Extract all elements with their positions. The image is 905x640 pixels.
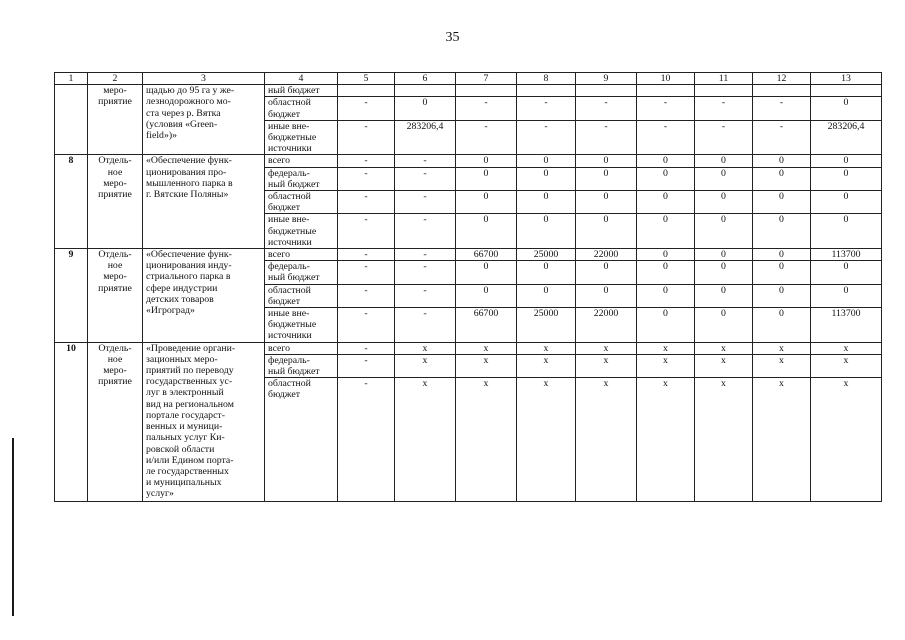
funding-value: 0 [695, 191, 753, 214]
funding-value: 0 [517, 155, 576, 167]
funding-value: - [338, 191, 395, 214]
funding-value: х [637, 342, 695, 354]
table-row [55, 249, 882, 261]
funding-source: федераль- ный бюджет [265, 167, 338, 190]
measure-name: щадью до 95 га у же- лезнодорожного мо- ста через р. Вятка (условия «Green- field»)» [143, 85, 265, 155]
funding-value: 0 [517, 191, 576, 214]
column-header: 11 [695, 73, 753, 85]
funding-source: областной бюджет [265, 378, 338, 502]
funding-value: 0 [753, 284, 811, 307]
funding-value: 22000 [576, 308, 637, 343]
funding-source: федераль- ный бюджет [265, 354, 338, 377]
funding-value: - [695, 120, 753, 155]
funding-value: х [753, 342, 811, 354]
funding-value: 0 [811, 261, 882, 284]
funding-value: 0 [576, 214, 637, 249]
funding-source: областной бюджет [265, 191, 338, 214]
funding-value: 0 [456, 155, 517, 167]
funding-value: 0 [517, 167, 576, 190]
funding-value: х [576, 354, 637, 377]
funding-value: 0 [637, 284, 695, 307]
funding-value [338, 85, 395, 97]
funding-source: федераль- ный бюджет [265, 261, 338, 284]
funding-value: - [338, 249, 395, 261]
funding-value: 0 [753, 308, 811, 343]
measure-type: Отдель- ное меро- приятие [88, 249, 143, 343]
funding-value: 0 [695, 155, 753, 167]
column-header: 3 [143, 73, 265, 85]
funding-value: 0 [695, 284, 753, 307]
funding-value: 113700 [811, 249, 882, 261]
funding-value: - [395, 308, 456, 343]
funding-value: - [517, 120, 576, 155]
funding-value [576, 85, 637, 97]
funding-value: 0 [576, 155, 637, 167]
funding-value: 0 [456, 284, 517, 307]
funding-value: х [753, 378, 811, 502]
funding-value: 0 [753, 155, 811, 167]
funding-value: 0 [695, 308, 753, 343]
funding-value: - [338, 354, 395, 377]
funding-value: - [753, 120, 811, 155]
funding-value: 66700 [456, 249, 517, 261]
funding-value: 66700 [456, 308, 517, 343]
funding-value: 0 [811, 155, 882, 167]
funding-source: всего [265, 155, 338, 167]
funding-value: - [395, 191, 456, 214]
table-row [55, 85, 882, 97]
funding-value: 0 [517, 214, 576, 249]
funding-value: 0 [637, 155, 695, 167]
page-number: 35 [445, 30, 460, 45]
funding-source: всего [265, 249, 338, 261]
funding-value: х [456, 354, 517, 377]
funding-value [811, 85, 882, 97]
budget-table [54, 72, 882, 502]
funding-value: 0 [753, 191, 811, 214]
measure-name: «Проведение органи- зационных меро- приятий по переводу государственных ус- луг в электронный вид на региональном портале государст- венных и муници- пальных услуг Ки- ровской области и/или Едином порта- ле государственных и муниципальных услуг» [143, 342, 265, 502]
funding-value: 0 [517, 284, 576, 307]
funding-value: х [456, 378, 517, 502]
funding-value: 0 [811, 191, 882, 214]
funding-value: 22000 [576, 249, 637, 261]
table-body [55, 85, 882, 502]
funding-value: - [395, 261, 456, 284]
funding-value: - [338, 97, 395, 120]
funding-value [695, 85, 753, 97]
funding-value: - [395, 214, 456, 249]
funding-value: х [395, 342, 456, 354]
funding-value [395, 85, 456, 97]
funding-value: х [753, 354, 811, 377]
column-header: 4 [265, 73, 338, 85]
funding-value: 0 [576, 284, 637, 307]
funding-value: 0 [456, 261, 517, 284]
funding-value: 0 [576, 191, 637, 214]
funding-value: 25000 [517, 249, 576, 261]
funding-value: х [395, 354, 456, 377]
funding-value: 0 [753, 214, 811, 249]
column-header: 1 [55, 73, 88, 85]
funding-value: х [695, 342, 753, 354]
funding-value: - [338, 342, 395, 354]
funding-value: 0 [695, 214, 753, 249]
funding-value: - [395, 284, 456, 307]
funding-value: 0 [395, 97, 456, 120]
measure-type: меро- приятие [88, 85, 143, 155]
funding-value: 0 [811, 167, 882, 190]
funding-source: иные вне- бюджетные источники [265, 308, 338, 343]
funding-value [753, 85, 811, 97]
column-header: 5 [338, 73, 395, 85]
funding-value: х [517, 342, 576, 354]
funding-value: - [753, 97, 811, 120]
column-header: 12 [753, 73, 811, 85]
funding-value: - [456, 120, 517, 155]
measure-type: Отдель- ное меро- приятие [88, 155, 143, 249]
funding-source: иные вне- бюджетные источники [265, 214, 338, 249]
funding-value: 0 [695, 167, 753, 190]
table-row [55, 155, 882, 167]
funding-value: - [338, 378, 395, 502]
column-header: 9 [576, 73, 637, 85]
row-number [55, 85, 88, 155]
funding-value: х [811, 354, 882, 377]
funding-value: - [637, 120, 695, 155]
funding-value: х [395, 378, 456, 502]
funding-value: - [456, 97, 517, 120]
column-header: 6 [395, 73, 456, 85]
column-header: 10 [637, 73, 695, 85]
funding-value: х [811, 378, 882, 502]
funding-value: 0 [637, 167, 695, 190]
funding-value: 0 [695, 249, 753, 261]
funding-value [637, 85, 695, 97]
funding-value: 0 [456, 214, 517, 249]
funding-value: х [517, 354, 576, 377]
funding-value [456, 85, 517, 97]
funding-value: - [695, 97, 753, 120]
funding-value: - [338, 261, 395, 284]
column-header: 8 [517, 73, 576, 85]
funding-value: х [637, 354, 695, 377]
measure-name: «Обеспечение функ- ционирования инду- стриального парка в сфере индустрии детских товаров «Игроград» [143, 249, 265, 343]
funding-value: 0 [811, 97, 882, 120]
table-row [55, 342, 882, 354]
funding-value: х [517, 378, 576, 502]
funding-value: х [576, 342, 637, 354]
funding-value: 0 [637, 249, 695, 261]
funding-value: 0 [811, 214, 882, 249]
funding-value: - [395, 249, 456, 261]
funding-value: 0 [637, 308, 695, 343]
funding-value: 0 [456, 167, 517, 190]
column-header: 13 [811, 73, 882, 85]
funding-source: иные вне- бюджетные источники [265, 120, 338, 155]
funding-value: 0 [753, 261, 811, 284]
funding-source: всего [265, 342, 338, 354]
funding-value: - [338, 284, 395, 307]
funding-value: - [517, 97, 576, 120]
funding-source: областной бюджет [265, 284, 338, 307]
funding-value: 0 [576, 261, 637, 284]
funding-value: х [695, 378, 753, 502]
funding-value: 0 [456, 191, 517, 214]
row-number: 9 [55, 249, 88, 343]
funding-value: 0 [637, 191, 695, 214]
funding-value: 0 [637, 261, 695, 284]
funding-value: х [637, 378, 695, 502]
funding-source: ный бюджет [265, 85, 338, 97]
funding-value: - [338, 308, 395, 343]
funding-value: - [637, 97, 695, 120]
column-header: 7 [456, 73, 517, 85]
funding-value: - [338, 155, 395, 167]
funding-value: х [811, 342, 882, 354]
funding-value: х [456, 342, 517, 354]
funding-value: х [695, 354, 753, 377]
funding-value: - [395, 155, 456, 167]
funding-value: 283206,4 [395, 120, 456, 155]
funding-value: 0 [753, 249, 811, 261]
funding-value: 0 [517, 261, 576, 284]
measure-name: «Обеспечение функ- ционирования про- мышленного парка в г. Вятские Поляны» [143, 155, 265, 249]
funding-value: 0 [753, 167, 811, 190]
row-number: 10 [55, 342, 88, 502]
funding-value: 0 [811, 284, 882, 307]
funding-value: 25000 [517, 308, 576, 343]
funding-value: 0 [637, 214, 695, 249]
funding-value [517, 85, 576, 97]
funding-value: - [338, 214, 395, 249]
funding-value: 0 [695, 261, 753, 284]
column-number-header [55, 73, 882, 85]
funding-source: областной бюджет [265, 97, 338, 120]
funding-value: 113700 [811, 308, 882, 343]
funding-value: 283206,4 [811, 120, 882, 155]
funding-value: - [338, 120, 395, 155]
funding-value: х [576, 378, 637, 502]
funding-value: - [576, 120, 637, 155]
scan-margin-line [12, 438, 14, 616]
measure-type: Отдель- ное меро- приятие [88, 342, 143, 502]
funding-value: - [395, 167, 456, 190]
funding-value: - [338, 167, 395, 190]
row-number: 8 [55, 155, 88, 249]
funding-value: 0 [576, 167, 637, 190]
funding-value: - [576, 97, 637, 120]
column-header: 2 [88, 73, 143, 85]
